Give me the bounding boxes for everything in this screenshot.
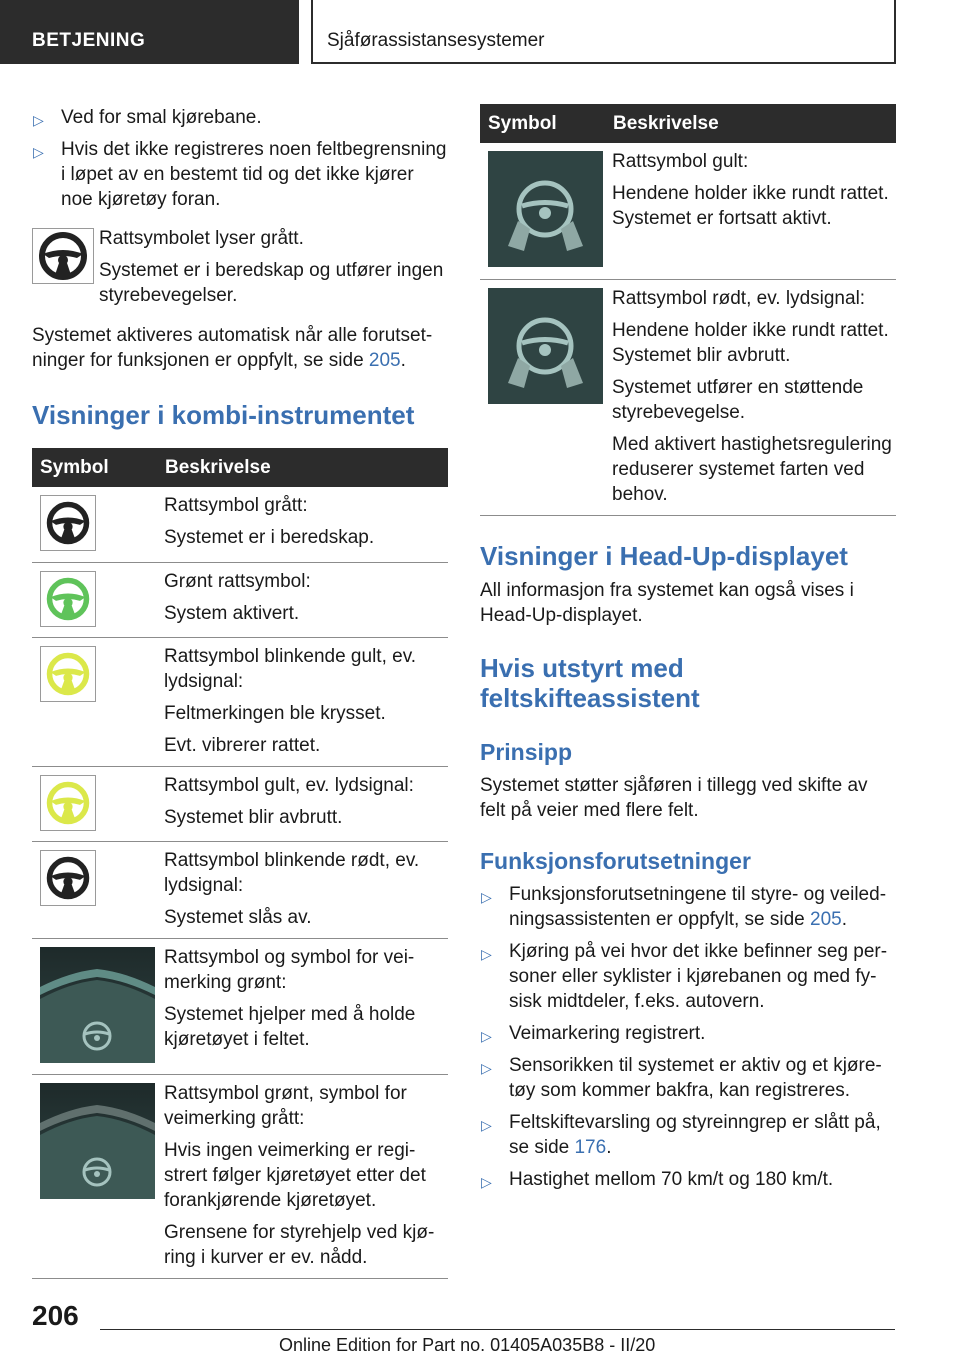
steering-wheel-gray-icon	[40, 495, 96, 551]
lane-display-gray-icon	[40, 1083, 155, 1199]
hands-off-wheel-yellow-icon	[488, 151, 603, 267]
bullet-triangle-icon: ▷	[33, 144, 44, 160]
bullet-triangle-icon: ▷	[33, 112, 44, 128]
page-link[interactable]: 205	[368, 350, 401, 371]
list-item: ▷ Hvis det ikke registreres noen feltbegrensning i løpet av en bestemt tid og det ikke kjører noe kjøretøy foran.	[33, 139, 447, 210]
table-row: Rattsymbol grått: Systemet er i beredskap.	[32, 487, 448, 562]
list-item: ▷ Sensorikken til systemet er aktiv og et kjøretøy som kommer bakfra, kan registreres.	[481, 1055, 882, 1101]
list-item: ▷ Hastighet mellom 70 km/t og 180 km/t.	[480, 1167, 896, 1192]
gray-symbol-note	[32, 226, 448, 308]
steering-wheel-gray-icon	[40, 850, 96, 906]
heading-principle: Prinsipp	[480, 739, 573, 765]
page-link[interactable]: 205	[810, 909, 842, 930]
steering-wheel-yellow-icon	[40, 775, 96, 831]
section-label: BETJENING	[32, 30, 146, 51]
col-header-description: Beskrivelse	[155, 448, 448, 487]
chapter-tab	[311, 0, 896, 64]
auto-activation-text: Systemet aktiveres automatisk når alle forutsetninger for funksjonen er oppfylt, se side 205.	[32, 325, 433, 371]
table-row: Rattsymbol gult: Hendene holder ikke rundt rattet. Systemet er fortsatt aktivt.	[480, 143, 896, 279]
hands-off-wheel-red-icon	[488, 288, 603, 404]
hands-off-symbol-table	[480, 104, 896, 516]
hud-text: All informasjon fra systemet kan også vises i Head-Up-displayet.	[480, 580, 854, 626]
steering-wheel-yellow-icon	[40, 646, 96, 702]
kombi-symbol-table	[32, 448, 448, 1279]
footer-divider	[100, 1329, 895, 1330]
col-header-symbol: Symbol	[32, 448, 155, 487]
steering-wheel-icon	[32, 228, 94, 284]
heading-lane-change: Hvis utstyrt med feltskifteassistent	[480, 653, 700, 713]
list-item: ▷ Funksjonsforutsetningene til styre- og veiledningsassistenten er oppfylt, se side 205.	[481, 884, 887, 930]
table-row: Rattsymbol grønt, symbol for veimerking grått: Hvis ingen veimerking er registrert følger kjøretøyet etter det forankjørende kjøretøyet. Grensene for styrehjelp ved kjøring i kurver er ev. nådd.	[32, 1074, 448, 1278]
heading-prerequisites: Funksjonsforutsetninger	[480, 848, 751, 874]
bullet-triangle-icon: ▷	[481, 1174, 492, 1190]
note-line-2: Systemet er i beredskap og utfører ingen styrebevegelser.	[99, 260, 444, 306]
steering-wheel-green-icon	[40, 571, 96, 627]
col-header-symbol: Symbol	[480, 104, 603, 143]
heading-hud: Visninger i Head-Up-displayet	[480, 541, 848, 571]
page-number: 206	[32, 1300, 79, 1331]
table-row: Rattsymbol gult, ev. lydsignal: Systemet blir avbrutt.	[32, 766, 448, 841]
table-row: Rattsymbol blinkende rødt, ev. lydsignal: Systemet slås av.	[32, 841, 448, 938]
page-link[interactable]: 176	[574, 1137, 607, 1158]
section-tab	[0, 0, 299, 64]
principle-text: Systemet støtter sjåføren i tillegg ved skifte av felt på veier med flere felt.	[480, 775, 868, 821]
bullet-triangle-icon: ▷	[481, 889, 492, 905]
table-row: Rattsymbol rødt, ev. lydsignal: Hendene holder ikke rundt rattet. Systemet blir avbrutt. Systemet utfører en støttende styrebevegelse. Med aktivert hastighetsregulering reduserer systemet farten ved behov.	[480, 279, 896, 515]
list-item: ▷ Veimarkering registrert.	[480, 1021, 896, 1046]
heading-kombi: Visninger i kombi-instrumentet	[32, 400, 415, 430]
list-item: ▷ Ved for smal kjørebane.	[32, 105, 448, 130]
prerequisites-list	[480, 882, 896, 1199]
note-line-1: Rattsymbolet lyser grått.	[99, 228, 304, 249]
bullet-triangle-icon: ▷	[481, 1028, 492, 1044]
intro-bullet-list	[32, 105, 448, 219]
bullet-triangle-icon: ▷	[481, 946, 492, 962]
list-item: ▷ Feltskiftevarsling og styreinngrep er slått på, se side 176.	[481, 1112, 881, 1158]
lane-display-green-icon	[40, 947, 155, 1063]
table-row: Rattsymbol og symbol for veimerking grønt: Systemet hjelper med å holde kjøretøyet i feltet.	[32, 938, 448, 1074]
chapter-label: Sjåførassistansesystemer	[327, 30, 545, 51]
bullet-triangle-icon: ▷	[481, 1060, 492, 1076]
bullet-triangle-icon: ▷	[481, 1117, 492, 1133]
edition-text: Online Edition for Part no. 01405A035B8 - II/20	[279, 1335, 656, 1355]
list-item: ▷ Kjøring på vei hvor det ikke befinner seg personer eller syklister i kjørebanen og med fysisk midtdeler, f.eks. autovern.	[481, 941, 888, 1012]
table-row: Rattsymbol blinkende gult, ev. lydsignal: Feltmerkingen ble krysset. Evt. vibrerer rattet.	[32, 637, 448, 766]
col-header-description: Beskrivelse	[603, 104, 896, 143]
table-row: Grønt rattsymbol: System aktivert.	[32, 562, 448, 637]
